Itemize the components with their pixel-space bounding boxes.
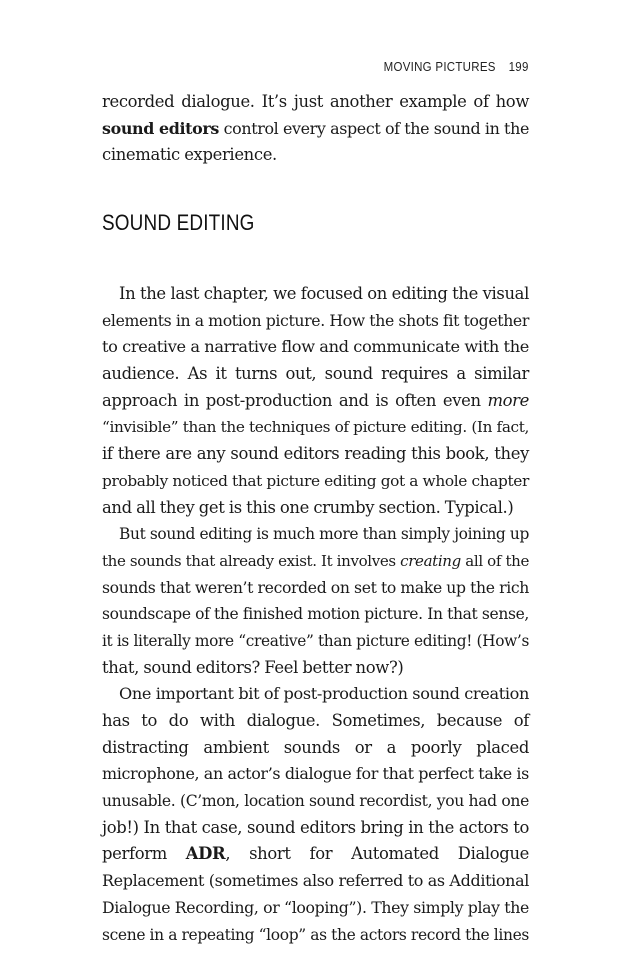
- text-line: distracting ambient sounds or a poorly placed: [102, 737, 529, 757]
- text-line: to creative a narrative flow and communicate with the: [102, 337, 529, 357]
- text-line: microphone, an actor’s dialogue for that perfect take is: [102, 764, 529, 784]
- text-line: Dialogue Recording, or “looping”). They simply play the: [102, 897, 529, 917]
- text-line: sound editors control every aspect of the sound in the: [102, 118, 530, 138]
- text-line: job!) In that case, sound editors bring in the actors to: [102, 817, 529, 837]
- text-line: One important bit of post-production sound creation: [119, 684, 529, 704]
- text-line: cinematic experience.: [102, 145, 277, 165]
- page-number: 199: [508, 60, 529, 74]
- text-line: soundscape of the finished motion picture. In that sense,: [102, 605, 529, 624]
- text-line: But sound editing is much more than simply joining up: [119, 525, 529, 544]
- text-line: unusable. (C’mon, location sound recordist, you had one: [102, 792, 529, 811]
- text-line: the sounds that already exist. It involves creating all of the: [102, 551, 529, 570]
- term-adr: ADR: [185, 844, 226, 864]
- emphasis-more: more: [487, 390, 529, 410]
- body-text: [102, 281, 529, 948]
- intro-paragraph: [102, 89, 529, 169]
- text-line: probably noticed that picture editing got a whole chapter: [102, 471, 529, 490]
- text-line: recorded dialogue. It’s just another example of how: [102, 92, 529, 111]
- emphasis-creating: creating: [400, 551, 461, 570]
- text-line: audience. As it turns out, sound requires a similar: [102, 364, 529, 384]
- text-line: perform ADR, short for Automated Dialogue: [102, 844, 529, 864]
- text-line: that, sound editors? Feel better now?): [102, 657, 404, 677]
- term-sound-editors: sound editors: [102, 118, 220, 138]
- text-line: “invisible” than the techniques of picture editing. (In fact,: [102, 418, 529, 437]
- text-line: if there are any sound editors reading this book, they: [102, 444, 529, 464]
- text-line: In the last chapter, we focused on editing the visual: [119, 284, 529, 303]
- text-line: has to do with dialogue. Sometimes, because of: [102, 711, 529, 730]
- running-head: [384, 60, 529, 74]
- running-head-title: MOVING PICTURES: [383, 60, 497, 74]
- text-line: scene in a repeating “loop” as the actors record the lines: [102, 925, 529, 944]
- text-line: elements in a motion picture. How the shots fit together: [102, 310, 529, 330]
- text-line: approach in post-production and is often even more: [102, 390, 529, 410]
- text-line: sounds that weren’t recorded on set to make up the rich: [102, 577, 529, 597]
- text-line: and all they get is this one crumby section. Typical.): [102, 497, 514, 517]
- section-heading: SOUND EDITING: [102, 210, 255, 235]
- text-line: Replacement (sometimes also referred to as Additional: [102, 871, 529, 891]
- text-line: it is literally more “creative” than picture editing! (How’s: [102, 631, 529, 650]
